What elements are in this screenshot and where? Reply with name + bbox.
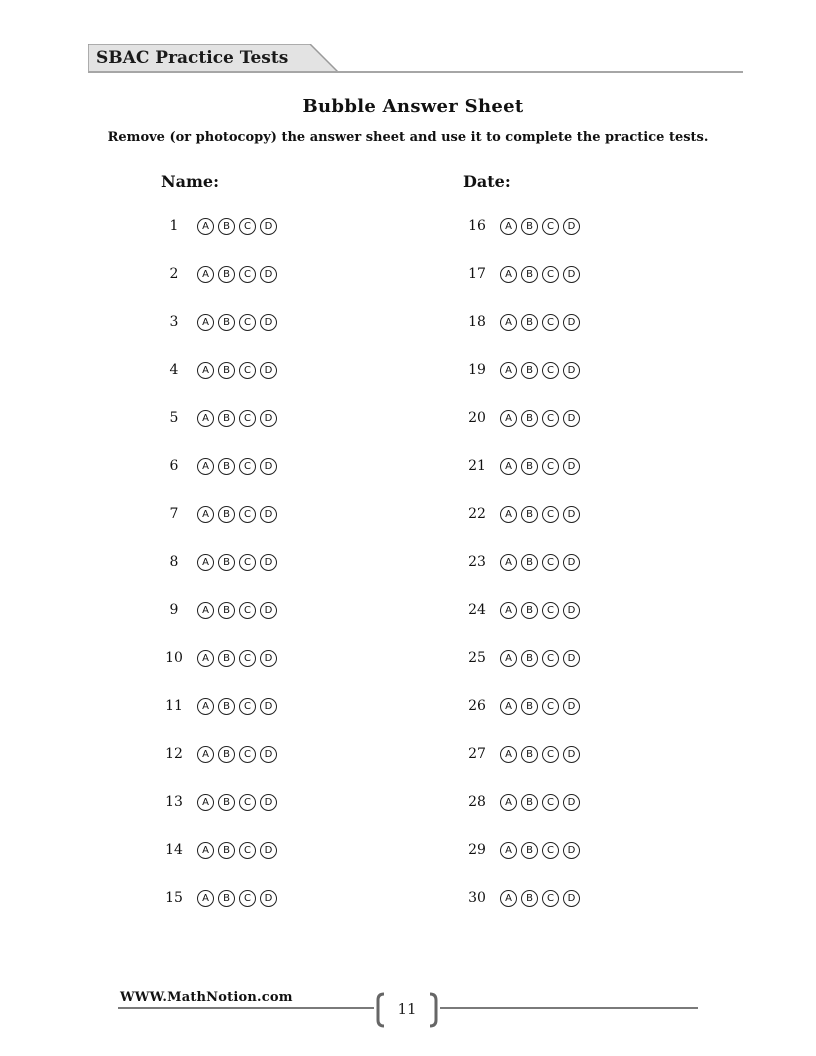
answer-bubble-c[interactable]: C xyxy=(542,746,559,763)
question-row xyxy=(464,742,724,790)
answer-bubble-b[interactable]: B xyxy=(218,890,235,907)
question-number: 27 xyxy=(468,746,486,762)
answer-bubble-c[interactable]: C xyxy=(542,266,559,283)
answer-bubble-a[interactable]: A xyxy=(197,746,214,763)
answer-bubble-c[interactable]: C xyxy=(542,218,559,235)
page-number-text: 11 xyxy=(397,1000,417,1018)
answer-bubble-a[interactable]: A xyxy=(197,506,214,523)
answer-bubble-a[interactable]: A xyxy=(197,362,214,379)
answer-bubble-b[interactable]: B xyxy=(521,554,538,571)
answer-bubble-b[interactable]: B xyxy=(218,842,235,859)
footer-rule-right xyxy=(440,1007,698,1009)
question-row xyxy=(464,358,724,406)
question-number: 25 xyxy=(468,650,486,666)
question-row xyxy=(464,502,724,550)
answer-bubbles xyxy=(197,266,277,283)
answer-bubbles xyxy=(500,362,580,379)
question-number: 6 xyxy=(169,458,179,474)
answer-bubbles xyxy=(197,314,277,331)
question-row xyxy=(161,886,421,934)
answer-bubble-d[interactable]: D xyxy=(563,890,580,907)
answer-bubble-b[interactable]: B xyxy=(521,458,538,475)
answer-bubbles xyxy=(500,554,580,571)
answer-bubbles xyxy=(500,506,580,523)
sheet-title: Bubble Answer Sheet xyxy=(302,96,524,117)
question-row xyxy=(464,406,724,454)
answer-bubble-b[interactable]: B xyxy=(521,266,538,283)
question-row xyxy=(464,262,724,310)
question-number: 10 xyxy=(165,650,183,666)
question-number: 9 xyxy=(169,602,179,618)
answer-bubble-b[interactable]: B xyxy=(521,602,538,619)
answer-bubble-a[interactable]: A xyxy=(500,314,517,331)
question-number: 22 xyxy=(468,506,486,522)
question-row xyxy=(464,550,724,598)
answer-bubble-a[interactable]: A xyxy=(500,218,517,235)
question-number: 17 xyxy=(468,266,486,282)
answer-bubble-d[interactable]: D xyxy=(563,458,580,475)
answer-bubble-c[interactable]: C xyxy=(239,602,256,619)
answer-bubble-b[interactable]: B xyxy=(218,554,235,571)
question-row xyxy=(464,310,724,358)
date-label: Date: xyxy=(463,172,511,191)
answer-bubbles xyxy=(197,650,277,667)
header-title: SBAC Practice Tests xyxy=(96,48,289,68)
answer-bubbles xyxy=(500,314,580,331)
name-label: Name: xyxy=(161,172,220,191)
answer-bubble-a[interactable]: A xyxy=(197,602,214,619)
answer-bubble-d[interactable]: D xyxy=(260,890,277,907)
question-number: 2 xyxy=(169,266,179,282)
answer-bubble-b[interactable]: B xyxy=(521,218,538,235)
answer-bubble-b[interactable]: B xyxy=(521,362,538,379)
answer-bubble-c[interactable]: C xyxy=(239,698,256,715)
answer-bubbles xyxy=(197,554,277,571)
answer-bubble-d[interactable]: D xyxy=(260,698,277,715)
answer-bubble-a[interactable]: A xyxy=(500,362,517,379)
answer-bubble-b[interactable]: B xyxy=(521,314,538,331)
answer-bubble-b[interactable]: B xyxy=(218,506,235,523)
question-number: 5 xyxy=(169,410,179,426)
answer-bubble-d[interactable]: D xyxy=(260,410,277,427)
answer-bubble-c[interactable]: C xyxy=(542,362,559,379)
answer-bubbles xyxy=(197,602,277,619)
answer-bubbles xyxy=(500,602,580,619)
answer-bubble-c[interactable]: C xyxy=(239,218,256,235)
answer-bubble-d[interactable]: D xyxy=(563,650,580,667)
answer-bubble-a[interactable]: A xyxy=(500,266,517,283)
header-rule xyxy=(88,71,743,73)
answer-bubble-b[interactable]: B xyxy=(521,746,538,763)
sheet-instructions: Remove (or photocopy) the answer sheet and use it to complete the practice tests. xyxy=(107,130,709,145)
answer-bubble-d[interactable]: D xyxy=(260,554,277,571)
question-row xyxy=(161,646,421,694)
answer-bubble-b[interactable]: B xyxy=(218,794,235,811)
answer-bubble-a[interactable]: A xyxy=(197,890,214,907)
answer-bubble-b[interactable]: B xyxy=(521,506,538,523)
answer-bubbles xyxy=(197,842,277,859)
answer-bubbles xyxy=(197,506,277,523)
answer-bubble-d[interactable]: D xyxy=(260,362,277,379)
answer-bubble-b[interactable]: B xyxy=(521,842,538,859)
answer-bubbles xyxy=(197,362,277,379)
question-number: 19 xyxy=(468,362,486,378)
question-number: 4 xyxy=(169,362,179,378)
answer-bubble-b[interactable]: B xyxy=(218,458,235,475)
answer-bubble-b[interactable]: B xyxy=(218,650,235,667)
answer-bubble-c[interactable]: C xyxy=(542,698,559,715)
answer-bubbles xyxy=(500,458,580,475)
answer-bubble-c[interactable]: C xyxy=(239,554,256,571)
answer-bubbles xyxy=(197,746,277,763)
answer-bubble-a[interactable]: A xyxy=(500,506,517,523)
answer-bubble-b[interactable]: B xyxy=(218,314,235,331)
answer-bubble-a[interactable]: A xyxy=(197,458,214,475)
question-number: 29 xyxy=(468,842,486,858)
question-row xyxy=(161,454,421,502)
question-number: 20 xyxy=(468,410,486,426)
answer-bubble-a[interactable]: A xyxy=(500,746,517,763)
answer-bubble-d[interactable]: D xyxy=(260,842,277,859)
question-row xyxy=(464,838,724,886)
answer-bubble-a[interactable]: A xyxy=(197,266,214,283)
question-number: 7 xyxy=(169,506,179,522)
question-number: 14 xyxy=(165,842,183,858)
answer-bubble-b[interactable]: B xyxy=(218,410,235,427)
answer-bubble-c[interactable]: C xyxy=(239,458,256,475)
answer-bubble-b[interactable]: B xyxy=(218,698,235,715)
answer-bubble-a[interactable]: A xyxy=(500,650,517,667)
page-number xyxy=(376,992,438,1028)
question-row xyxy=(161,262,421,310)
answer-bubble-a[interactable]: A xyxy=(500,698,517,715)
answer-bubble-d[interactable]: D xyxy=(260,650,277,667)
answer-bubble-d[interactable]: D xyxy=(563,506,580,523)
answer-bubble-c[interactable]: C xyxy=(239,794,256,811)
answer-bubbles xyxy=(500,746,580,763)
answer-bubbles xyxy=(500,794,580,811)
answer-bubble-d[interactable]: D xyxy=(563,794,580,811)
answer-bubble-b[interactable]: B xyxy=(218,362,235,379)
answer-bubble-d[interactable]: D xyxy=(563,602,580,619)
question-number: 28 xyxy=(468,794,486,810)
footer-rule-left xyxy=(118,1007,374,1009)
question-number: 1 xyxy=(169,218,179,234)
answer-bubbles xyxy=(500,218,580,235)
answer-bubbles xyxy=(500,650,580,667)
answer-bubble-d[interactable]: D xyxy=(563,266,580,283)
answer-bubble-c[interactable]: C xyxy=(239,650,256,667)
answer-bubble-d[interactable]: D xyxy=(260,458,277,475)
question-number: 23 xyxy=(468,554,486,570)
answer-bubble-b[interactable]: B xyxy=(521,794,538,811)
answer-bubble-b[interactable]: B xyxy=(521,650,538,667)
answer-bubble-d[interactable]: D xyxy=(563,362,580,379)
question-row xyxy=(464,694,724,742)
answer-bubble-a[interactable]: A xyxy=(197,218,214,235)
answer-bubble-c[interactable]: C xyxy=(239,362,256,379)
answer-bubble-c[interactable]: C xyxy=(239,842,256,859)
answer-bubble-c[interactable]: C xyxy=(542,602,559,619)
question-row xyxy=(464,598,724,646)
answer-bubble-a[interactable]: A xyxy=(197,794,214,811)
question-row xyxy=(161,214,421,262)
answer-bubble-c[interactable]: C xyxy=(542,794,559,811)
question-number: 8 xyxy=(169,554,179,570)
answer-bubbles xyxy=(500,266,580,283)
question-row xyxy=(464,790,724,838)
answer-bubble-c[interactable]: C xyxy=(542,506,559,523)
answer-bubble-c[interactable]: C xyxy=(542,890,559,907)
answer-bubble-d[interactable]: D xyxy=(260,602,277,619)
answer-bubbles xyxy=(500,890,580,907)
answer-bubble-c[interactable]: C xyxy=(239,314,256,331)
question-row xyxy=(464,214,724,262)
answer-bubble-a[interactable]: A xyxy=(197,650,214,667)
answer-bubbles xyxy=(197,698,277,715)
question-row xyxy=(161,310,421,358)
answer-bubble-b[interactable]: B xyxy=(521,698,538,715)
question-number: 16 xyxy=(468,218,486,234)
answer-bubble-c[interactable]: C xyxy=(542,410,559,427)
question-number: 15 xyxy=(165,890,183,906)
question-row xyxy=(161,598,421,646)
answer-bubble-d[interactable]: D xyxy=(260,506,277,523)
question-number: 24 xyxy=(468,602,486,618)
answer-bubble-a[interactable]: A xyxy=(197,314,214,331)
answer-bubble-d[interactable]: D xyxy=(563,698,580,715)
answer-bubble-a[interactable]: A xyxy=(197,698,214,715)
question-number: 3 xyxy=(169,314,179,330)
answer-bubbles xyxy=(500,410,580,427)
answer-bubble-b[interactable]: B xyxy=(521,890,538,907)
answer-bubbles xyxy=(197,458,277,475)
answer-bubble-b[interactable]: B xyxy=(218,602,235,619)
answer-bubble-c[interactable]: C xyxy=(239,266,256,283)
question-row xyxy=(161,838,421,886)
answer-bubbles xyxy=(197,410,277,427)
answer-bubble-a[interactable]: A xyxy=(500,554,517,571)
question-number: 11 xyxy=(165,698,183,714)
answer-bubble-a[interactable]: A xyxy=(500,602,517,619)
answer-bubble-b[interactable]: B xyxy=(218,266,235,283)
answer-bubble-d[interactable]: D xyxy=(260,794,277,811)
answer-bubble-d[interactable]: D xyxy=(563,314,580,331)
answer-bubbles xyxy=(197,218,277,235)
question-row xyxy=(161,406,421,454)
question-number: 30 xyxy=(468,890,486,906)
question-number: 21 xyxy=(468,458,486,474)
answer-bubble-d[interactable]: D xyxy=(563,410,580,427)
answer-bubble-c[interactable]: C xyxy=(239,506,256,523)
footer-website: WWW.MathNotion.com xyxy=(120,990,293,1005)
answer-bubble-c[interactable]: C xyxy=(542,314,559,331)
answer-bubble-b[interactable]: B xyxy=(218,746,235,763)
answer-bubble-c[interactable]: C xyxy=(542,650,559,667)
answer-bubble-d[interactable]: D xyxy=(563,746,580,763)
question-row xyxy=(464,646,724,694)
answer-bubble-d[interactable]: D xyxy=(563,554,580,571)
answer-bubble-a[interactable]: A xyxy=(197,554,214,571)
answer-bubble-d[interactable]: D xyxy=(260,746,277,763)
answer-bubble-c[interactable]: C xyxy=(542,842,559,859)
answer-bubble-a[interactable]: A xyxy=(500,458,517,475)
answer-bubble-d[interactable]: D xyxy=(260,314,277,331)
answer-bubble-c[interactable]: C xyxy=(542,554,559,571)
answer-bubbles xyxy=(197,890,277,907)
question-row xyxy=(464,886,724,934)
answer-bubble-c[interactable]: C xyxy=(239,890,256,907)
question-row xyxy=(161,742,421,790)
question-number: 12 xyxy=(165,746,183,762)
answer-bubble-a[interactable]: A xyxy=(500,794,517,811)
question-row xyxy=(161,694,421,742)
answer-bubble-a[interactable]: A xyxy=(500,842,517,859)
answer-bubble-d[interactable]: D xyxy=(563,218,580,235)
answer-column-left xyxy=(161,214,421,934)
question-number: 13 xyxy=(165,794,183,810)
answer-bubble-b[interactable]: B xyxy=(521,410,538,427)
question-row xyxy=(161,358,421,406)
answer-bubble-c[interactable]: C xyxy=(542,458,559,475)
answer-bubble-a[interactable]: A xyxy=(500,890,517,907)
answer-bubble-d[interactable]: D xyxy=(260,218,277,235)
answer-bubble-c[interactable]: C xyxy=(239,746,256,763)
question-number: 26 xyxy=(468,698,486,714)
answer-bubble-a[interactable]: A xyxy=(500,410,517,427)
answer-bubbles xyxy=(500,842,580,859)
answer-bubbles xyxy=(197,794,277,811)
answer-bubble-c[interactable]: C xyxy=(239,410,256,427)
answer-bubble-d[interactable]: D xyxy=(260,266,277,283)
answer-bubble-a[interactable]: A xyxy=(197,410,214,427)
question-row xyxy=(161,502,421,550)
question-number: 18 xyxy=(468,314,486,330)
question-row xyxy=(161,550,421,598)
question-row xyxy=(161,790,421,838)
answer-column-right xyxy=(464,214,724,934)
answer-bubbles xyxy=(500,698,580,715)
question-row xyxy=(464,454,724,502)
answer-bubble-b[interactable]: B xyxy=(218,218,235,235)
answer-bubble-a[interactable]: A xyxy=(197,842,214,859)
answer-bubble-d[interactable]: D xyxy=(563,842,580,859)
